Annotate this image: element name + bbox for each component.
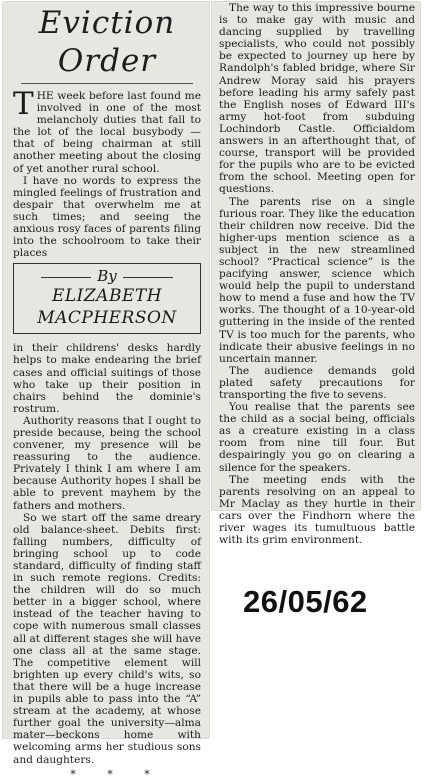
right-paragraph-1: The way to this impressive bourne is to make gay with music and dancing supplied by travelling specialists, who could not possibly be expected to journey up here by Randolph's fabled bridge, where Sir Andrew Moray said his prayers before leading his army safely past the English noses of Edward III's army hot-foot from subduing Lochindorb Castle. Officialdom answers in an afterthought that, of course, transport will be provided for the pupils who are to be evicted from the school. Meeting open for questions.: [219, 2, 415, 196]
right-paragraph-3: The audience demands gold plated safety precautions for transporting the five to sevens.: [219, 364, 415, 401]
date-stamp: 26/05/62: [243, 584, 368, 619]
right-paragraph-4: You realise that the parents see the child as a social being, officials as a creature existing in a class room from nine till four. But despairingly you go on clearing a silence for the speakers.: [219, 401, 415, 474]
lead-paragraph: [13, 86, 201, 175]
headline-line-2: Order: [57, 43, 157, 79]
byline-box: [13, 263, 201, 334]
paragraph-3: Authority reasons that I ought to preside because, being the school convener, my presence will be reassuring to the audience. Privately I think I am where I am because Authority hopes I shall be able to prevent mayhem by the fathers and mothers.: [13, 414, 201, 512]
paragraph-4: So we start off the same dreary old balance-sheet. Debits first: falling numbers, difficulty of bringing school up to code standard, difficulty of finding staff in such remote regions. Credits: the children will do so much better in a bigger school, where instead of the teacher having to cope with numerous small classes all at different stages she will have one class all at the same stage. The competitive element will brighten up every child's wits, so that there will be a huge increase in pupils able to pass into the “A” stream at the academy, at whose further goal the university—alma mater—beckons home with welcoming arms her studious sons and daughters.: [13, 511, 201, 766]
right-paragraph-5: The meeting ends with the parents resolving on an appeal to Mr Maclay as they hurtle in their cars over the Findhorn where the river wages its tumultuous battle with its grim environment.: [219, 473, 415, 547]
paragraph-2: I have no words to express the mingled feelings of frustration and despair that overwhelm me at such times; and seeing the anxious rosy faces of parents filing into the schoolroom to take their places: [13, 174, 201, 260]
paragraph-2-continued: in their childrens' desks hardly helps to make endearing the brief cases and official suitings of those who take up their position in chairs behind the dominie's rostrum.: [13, 342, 201, 415]
byline-name-line-1: ELIZABETH: [51, 286, 163, 307]
article-left-column: [13, 4, 201, 781]
end-stars: * * *: [70, 767, 164, 781]
drop-cap: T: [13, 86, 34, 122]
byline-prefix: By: [14, 267, 200, 285]
right-paragraph-2: The parents rise on a single furious roar. They like the education their children now receive. Did the higher-ups mention science as a subject in the new streamlined school? “Practical science” is the pacifying answer, science which would help the pupil to understand how to mend a fuse and how the TV works. The thought of a 10-year-old guttering in the inside of the rented TV is too much for the parents, who indicate their abusive feelings in no uncertain manner.: [219, 195, 415, 365]
article-right-column: [219, 2, 415, 546]
headline: [13, 4, 201, 80]
headline-rule: [21, 83, 193, 84]
byline-name-line-2: MACPHERSON: [37, 308, 177, 329]
headline-line-1: Eviction: [38, 5, 176, 41]
lead-paragraph-text: HE week before last found me involved in one of the most melancholy duties that fall to the lot of the local busybody — that of being chairman at still another meeting about the closing of yet another rural school.: [13, 90, 201, 175]
